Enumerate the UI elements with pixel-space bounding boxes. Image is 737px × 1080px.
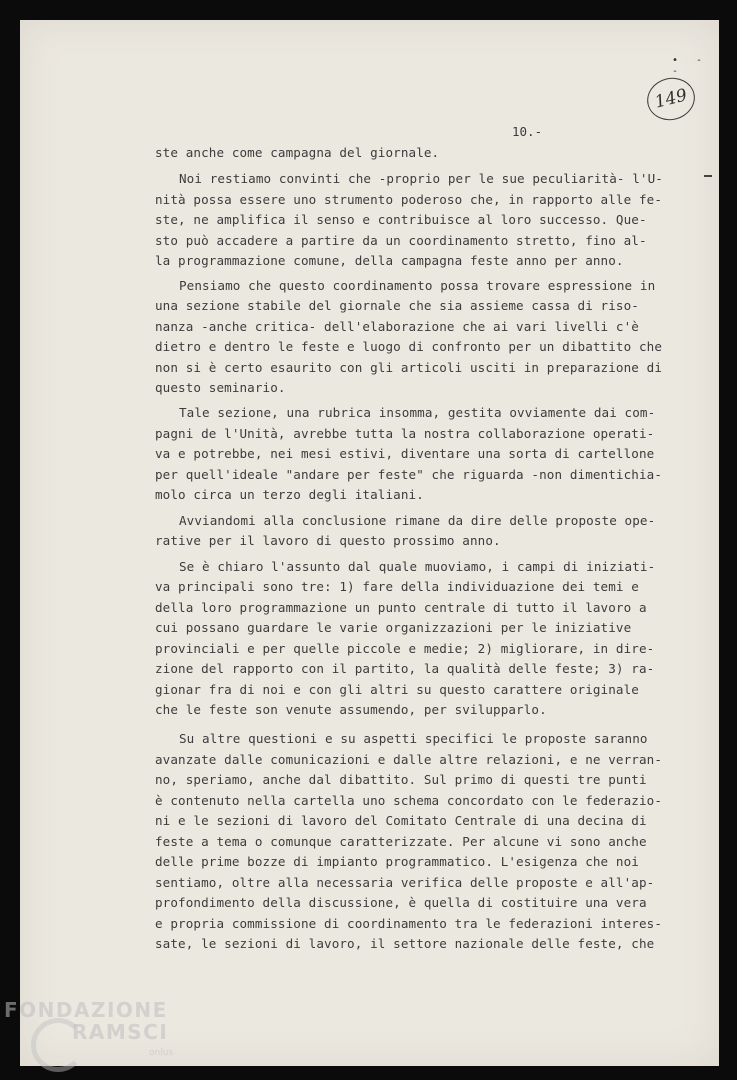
text-line: sate, le sezioni di lavoro, il settore nazionale delle feste, che bbox=[155, 936, 655, 951]
text-line: cui possano guardare le varie organizzazioni per le iniziative bbox=[155, 620, 632, 635]
text-line: Tale sezione, una rubrica insomma, gestita ovviamente dai com- bbox=[179, 405, 656, 420]
text-line: va e potrebbe, nei mesi estivi, diventare una sorta di cartellone bbox=[155, 446, 655, 461]
text-line: feste a tema o comunque caratterizzate. Per alcune vi sono anche bbox=[155, 834, 647, 849]
text-line: va principali sono tre: 1) fare della individuazione dei temi e bbox=[155, 579, 639, 594]
text-line: per quell'ideale "andare per feste" che riguarda -non dimentichia- bbox=[155, 467, 663, 482]
text-line: una sezione stabile del giornale che sia assieme cassa di riso- bbox=[155, 298, 639, 313]
archive-stamp: 149 bbox=[643, 73, 700, 125]
text-line: non si è certo esaurito con gli articoli usciti in preparazione di bbox=[155, 360, 663, 375]
page-number: 10.- bbox=[512, 124, 543, 139]
text-line: zione del rapporto con il partito, la qualità delle feste; 3) ra- bbox=[155, 661, 655, 676]
text-line: che le feste son venute assumendo, per svilupparlo. bbox=[155, 702, 547, 717]
text-line: nanza -anche critica- dell'elaborazione che ai vari livelli c'è bbox=[155, 319, 639, 334]
text-line: e propria commissione di coordinamento tra le federazioni interes- bbox=[155, 916, 663, 931]
text-line: questo seminario. bbox=[155, 380, 286, 395]
document-page bbox=[20, 20, 719, 1066]
text-line: gionar fra di noi e con gli altri su questo carattere originale bbox=[155, 682, 639, 697]
text-line: Noi restiamo convinti che -proprio per le sue peculiarità- l'U- bbox=[179, 171, 663, 186]
text-line: sto può accadere a partire da un coordinamento stretto, fino al- bbox=[155, 233, 647, 248]
text-line: sentiamo, oltre alla necessaria verifica delle proposte e all'ap- bbox=[155, 875, 655, 890]
text-line: profondimento della discussione, è quella di costituire una vera bbox=[155, 895, 647, 910]
text-line: Pensiamo che questo coordinamento possa trovare espressione in bbox=[179, 278, 656, 293]
text-line: avanzate dalle comunicazioni e dalle altre relazioni, e ne verran- bbox=[155, 752, 663, 767]
text-line: provinciali e per quelle piccole e medie; 2) migliorare, in dire- bbox=[155, 641, 655, 656]
logo-word-onlus: onlus bbox=[149, 1048, 174, 1058]
logo-word-gramsci: RAMSCI bbox=[72, 1020, 169, 1044]
text-line: della loro programmazione un punto centrale di tutto il lavoro a bbox=[155, 600, 647, 615]
text-line: dietro e dentro le feste e luogo di confronto per un dibattito che bbox=[155, 339, 663, 354]
text-line: molo circa un terzo degli italiani. bbox=[155, 487, 424, 502]
text-line: Avviandomi alla conclusione rimane da dire delle proposte ope- bbox=[179, 513, 656, 528]
text-line: pagni de l'Unità, avrebbe tutta la nostra collaborazione operati- bbox=[155, 426, 655, 441]
watermark-logo bbox=[4, 998, 204, 1078]
text-line: Su altre questioni e su aspetti specifici le proposte saranno bbox=[179, 731, 648, 746]
text-line: Se è chiaro l'assunto dal quale muoviamo, i campi di iniziati- bbox=[179, 559, 656, 574]
text-line: è contenuto nella cartella uno schema concordato con le federazio- bbox=[155, 793, 663, 808]
logo-word-fondazione: FONDAZIONE bbox=[4, 998, 168, 1022]
text-line: delle prime bozze di impianto programmatico. L'esigenza che noi bbox=[155, 854, 639, 869]
text-line: ni e le sezioni di lavoro del Comitato Centrale di una decina di bbox=[155, 813, 647, 828]
text-line: ste, ne amplifica il senso e contribuisce al loro successo. Que- bbox=[155, 212, 647, 227]
text-line: la programmazione comune, della campagna feste anno per anno. bbox=[155, 253, 624, 268]
margin-tick bbox=[704, 175, 712, 177]
margin-marks: • - - bbox=[672, 55, 709, 77]
text-line: rative per il lavoro di questo prossimo anno. bbox=[155, 533, 501, 548]
text-line: no, speriamo, anche dal dibattito. Sul primo di questi tre punti bbox=[155, 772, 647, 787]
text-line: ste anche come campagna del giornale. bbox=[155, 145, 440, 160]
text-line: nità possa essere uno strumento poderoso che, in rapporto alle fe- bbox=[155, 192, 663, 207]
